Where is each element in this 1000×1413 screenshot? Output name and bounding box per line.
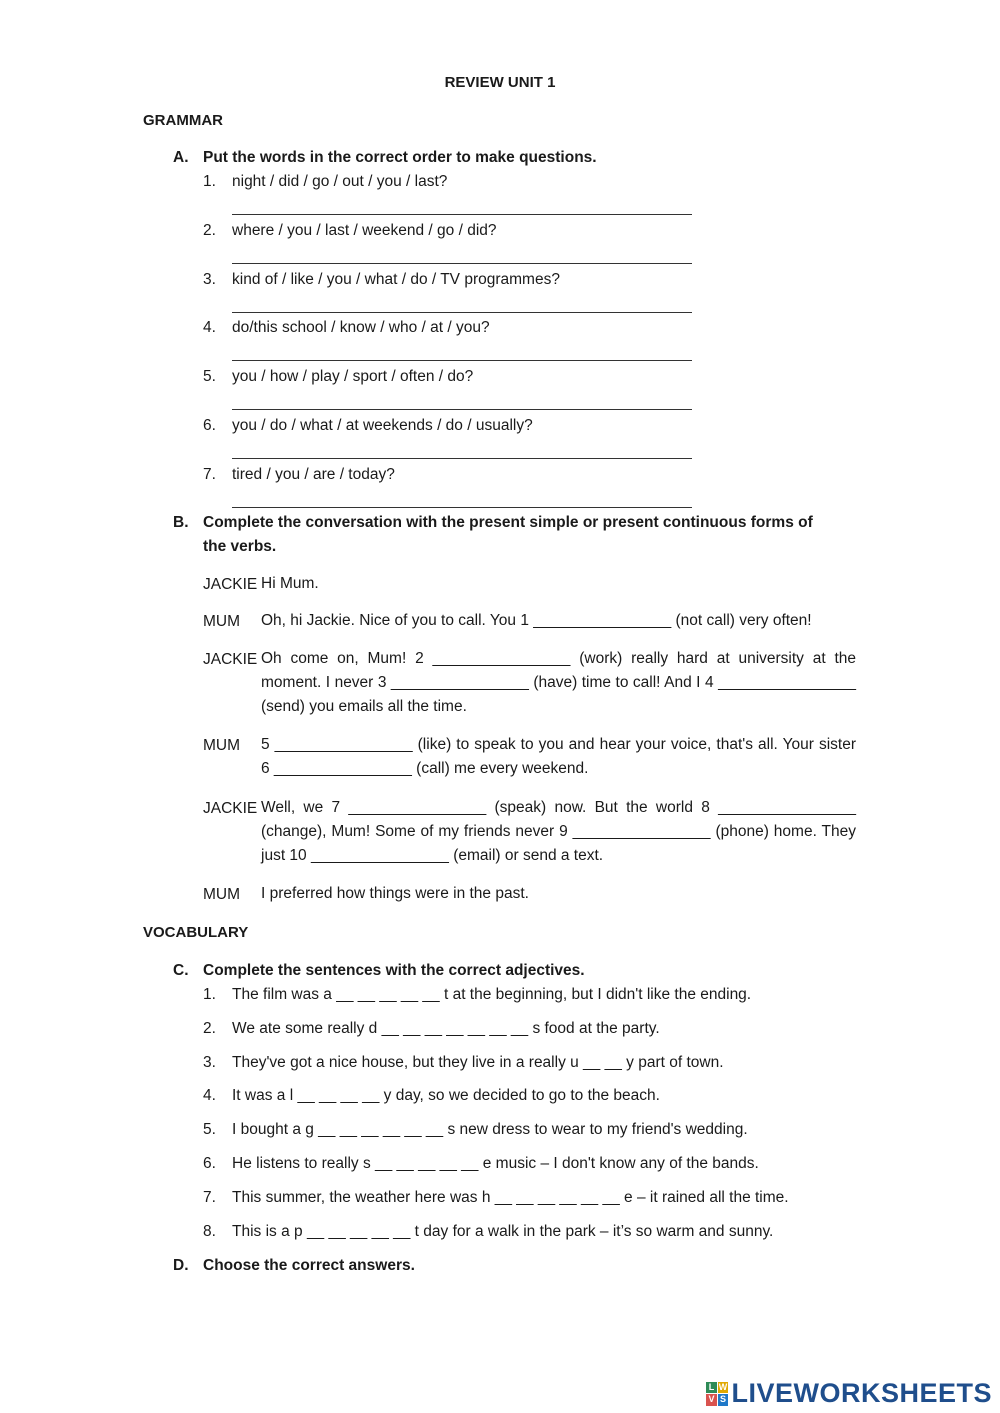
sentence: I bought a g __ __ __ __ __ __ s new dress to wear to my friend's wedding.	[232, 1121, 748, 1139]
item-number: 3.	[203, 270, 216, 288]
scrambled-question: tired / you / are / today?	[232, 465, 395, 483]
answer-line[interactable]	[232, 312, 692, 313]
item-number: 2.	[203, 1019, 216, 1037]
speaker-name: MUM	[203, 886, 241, 903]
sentence: It was a l __ __ __ __ y day, so we decided to go to the beach.	[232, 1087, 660, 1105]
section-b-instruction-line2: the verbs.	[203, 538, 277, 555]
item-number: 8.	[203, 1222, 216, 1240]
speech-text: Well, we 7 ________________ (speak) now. But the world 8 ________________ (change), Mum! Some of my friends never 9 ________________ (phone) home. They just 10 ________________ (email) or send a text.	[261, 799, 856, 864]
scrambled-question: you / do / what / at weekends / do / usually?	[232, 417, 533, 434]
item-number: 4.	[203, 319, 216, 337]
logo-badge-cell: W	[718, 1381, 728, 1392]
answer-line[interactable]	[232, 458, 692, 459]
section-d-instruction: Choose the correct answers.	[203, 1257, 415, 1274]
answer-line[interactable]	[232, 214, 692, 215]
sentence: This summer, the weather here was h __ __ __ __ __ __ e – it rained all the time.	[232, 1188, 789, 1206]
scrambled-question: where / you / last / weekend / go / did?	[232, 221, 497, 239]
section-c-instruction: Complete the sentences with the correct adjectives.	[203, 962, 585, 979]
scrambled-question: do/this school / know / who / at / you?	[232, 319, 490, 337]
answer-line[interactable]	[232, 263, 692, 264]
section-c-letter: C.	[173, 962, 189, 979]
section-a-instruction: Put the words in the correct order to make questions.	[203, 149, 597, 166]
scrambled-question: night / did / go / out / you / last?	[232, 173, 448, 190]
sentence: The film was a __ __ __ __ __ t at the beginning, but I didn't like the ending.	[232, 986, 752, 1003]
section-d-letter: D.	[173, 1257, 189, 1274]
item-number: 2.	[203, 221, 216, 239]
scrambled-question: you / how / play / sport / often / do?	[232, 368, 474, 386]
item-number: 7.	[203, 1188, 216, 1206]
speaker-name: JACKIE	[203, 576, 258, 593]
answer-line[interactable]	[232, 409, 692, 410]
sentence: He listens to really s __ __ __ __ __ e music – I don't know any of the bands.	[232, 1155, 759, 1172]
item-number: 3.	[203, 1053, 216, 1071]
page-title: REVIEW UNIT 1	[444, 74, 556, 91]
answer-line[interactable]	[232, 507, 692, 508]
section-b-letter: B.	[173, 514, 189, 531]
logo-badge-cell: V	[708, 1394, 715, 1404]
answer-line[interactable]	[232, 360, 692, 361]
item-number: 5.	[203, 1121, 216, 1139]
sentence: This is a p __ __ __ __ __ t day for a walk in the park – it’s so warm and sunny.	[232, 1222, 774, 1240]
speech-text: I preferred how things were in the past.	[261, 885, 529, 902]
grammar-heading: GRAMMAR	[143, 112, 223, 129]
section-b-instruction-line1: Complete the conversation with the present simple or present continuous forms of	[203, 514, 813, 531]
speech-text: Hi Mum.	[261, 575, 319, 592]
speech-text: 5 ________________ (like) to speak to you and hear your voice, that's all. Your sister 6 ________________ (call) me every weekend.	[261, 736, 856, 777]
speech-text: Oh come on, Mum! 2 ________________ (work) really hard at university at the moment. I never 3 ________________ (have) time to call! And I 4 ________________ (send) you emails all the time.	[261, 650, 856, 715]
logo-badge-icon	[706, 1382, 728, 1406]
vocabulary-heading: VOCABULARY	[143, 924, 249, 941]
item-number: 1.	[203, 173, 216, 190]
logo-badge-cell: S	[719, 1394, 727, 1404]
speaker-name: MUM	[203, 737, 241, 754]
logo-badge-cell: L	[706, 1382, 717, 1394]
item-number: 6.	[203, 1155, 216, 1172]
item-number: 6.	[203, 417, 216, 434]
item-number: 5.	[203, 368, 216, 386]
item-number: 1.	[203, 986, 216, 1003]
item-number: 7.	[203, 465, 216, 483]
item-number: 4.	[203, 1087, 216, 1105]
speaker-name: MUM	[203, 613, 241, 630]
logo-text: LIVEWORKSHEETS	[731, 1378, 992, 1408]
speaker-name: JACKIE	[203, 651, 258, 668]
sentence: They've got a nice house, but they live in a really u __ __ y part of town.	[232, 1053, 724, 1071]
liveworksheets-logo	[706, 1378, 992, 1409]
section-a-letter: A.	[173, 149, 189, 166]
speaker-name: JACKIE	[203, 800, 258, 817]
scrambled-question: kind of / like / you / what / do / TV programmes?	[232, 270, 560, 288]
speech-text: Oh, hi Jackie. Nice of you to call. You 1 ________________ (not call) very often!	[261, 612, 812, 629]
sentence: We ate some really d __ __ __ __ __ __ __ s food at the party.	[232, 1019, 660, 1037]
